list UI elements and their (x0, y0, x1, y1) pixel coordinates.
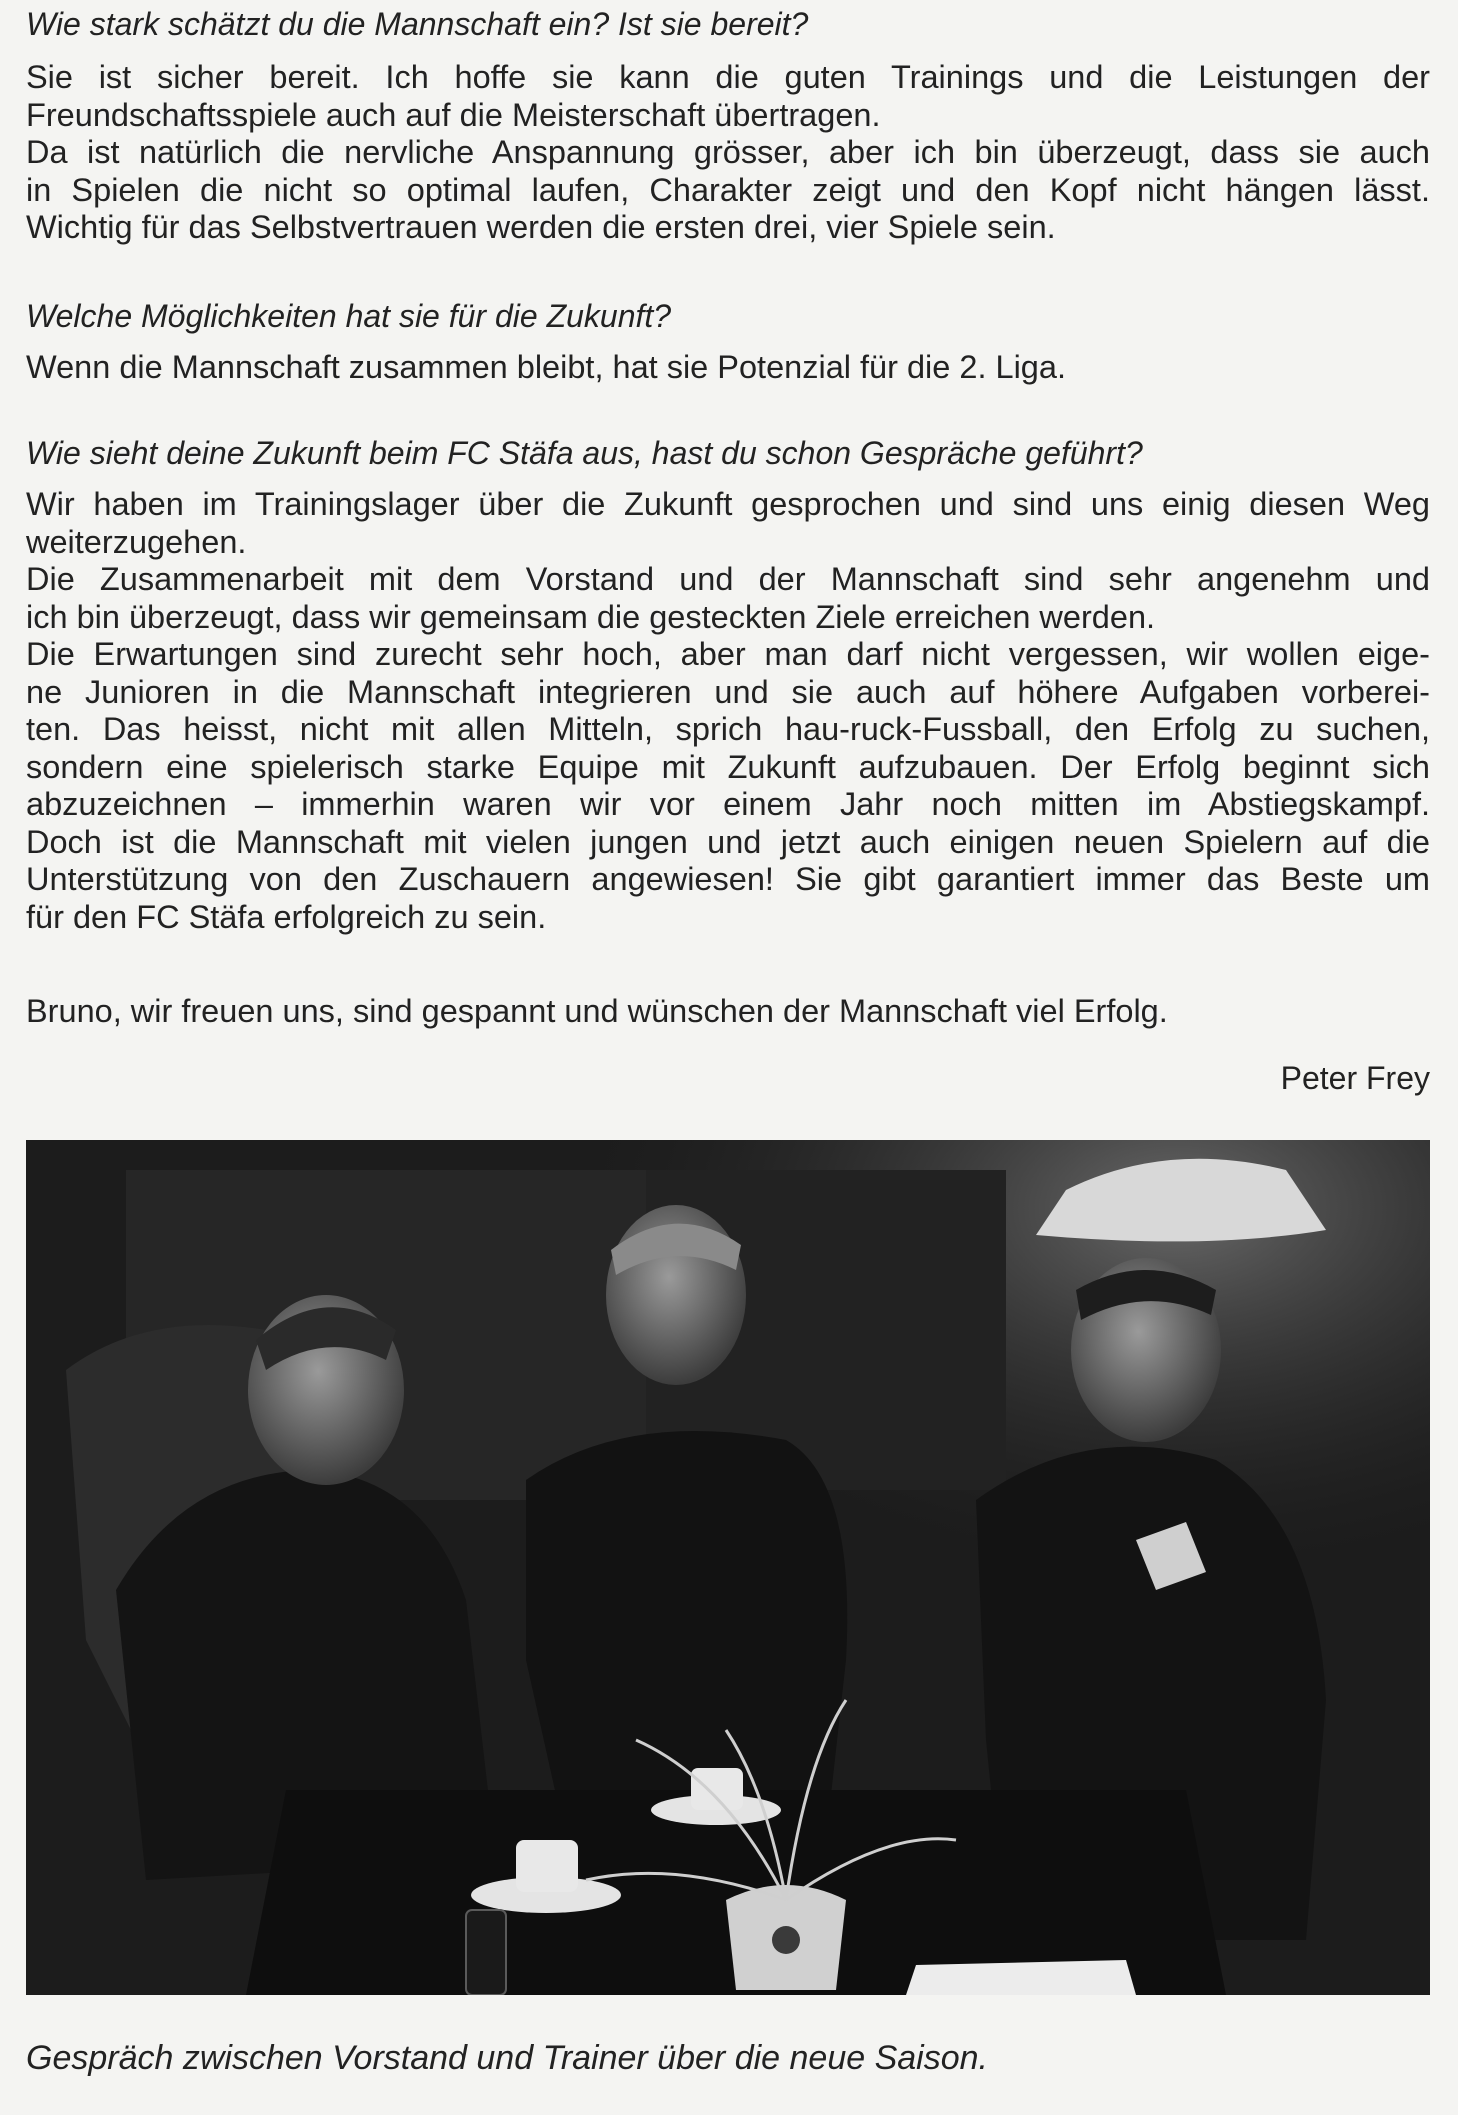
question-3: Wie sieht deine Zukunft beim FC Stäfa aus, hast du schon Gespräche geführt? (26, 435, 1143, 471)
person-center (526, 1431, 847, 1840)
photo-illustration (26, 1140, 1430, 1995)
answer-line: sondern eine spielerisch starke Equipe mit Zukunft aufzubauen. Der Erfolg beginnt sich (26, 748, 1430, 785)
answer-line: Wenn die Mannschaft zusammen bleibt, hat sie Potenzial für die 2. Liga. (26, 349, 1066, 385)
answer-line: Wir haben im Trainingslager über die Zukunft gesprochen und sind uns einig diesen Weg (26, 486, 1430, 522)
answer-1 (26, 59, 1430, 247)
question-2: Welche Möglichkeiten hat sie für die Zukunft? (26, 298, 672, 334)
question-1: Wie stark schätzt du die Mannschaft ein? Ist sie bereit? (26, 6, 809, 42)
answer-line: ich bin überzeugt, dass wir gemeinsam die gesteckten Ziele erreichen werden. (26, 598, 1156, 635)
answer-line: ne Junioren in die Mannschaft integrieren und sie auch auf höhere Aufgaben vorberei- (26, 673, 1430, 710)
answer-line: Wichtig für das Selbstvertrauen werden die ersten drei, vier Spiele sein. (26, 209, 1056, 245)
answer-line: abzuzeichnen – immerhin waren wir vor einem Jahr noch mitten im Abstiegskampf. (26, 786, 1430, 822)
answer-line: ten. Das heisst, nicht mit allen Mitteln, sprich hau-ruck-Fussball, den Erfolg zu suchen, (26, 711, 1430, 747)
team-photo (26, 1140, 1430, 1995)
article-page (26, 0, 1430, 2115)
answer-2 (26, 349, 1430, 387)
answer-line: für den FC Stäfa erfolgreich zu sein. (26, 898, 547, 935)
cup (516, 1840, 578, 1892)
answer-3 (26, 486, 1430, 936)
answer-line: Da ist natürlich die nervliche Anspannung grösser, aber ich bin überzeugt, dass sie auch (26, 134, 1430, 170)
answer-line: Doch ist die Mannschaft mit vielen jungen und jetzt auch einigen neuen Spielern auf die (26, 823, 1430, 860)
cup (691, 1768, 743, 1810)
photo-caption: Gespräch zwischen Vorstand und Trainer über die neue Saison. (26, 2039, 988, 2077)
answer-line: weiterzugehen. (26, 523, 247, 560)
answer-line: Die Zusammenarbeit mit dem Vorstand und der Mannschaft sind sehr angenehm und (26, 561, 1430, 597)
answer-line: Unterstützung von den Zuschauern angewiesen! Sie gibt garantiert immer das Beste um (26, 861, 1430, 897)
closing-line: Bruno, wir freuen uns, sind gespannt und wünschen der Mannschaft viel Erfolg. (26, 993, 1168, 1029)
answer-line: Freundschaftsspiele auch auf die Meisterschaft übertragen. (26, 96, 881, 133)
answer-line: Sie ist sicher bereit. Ich hoffe sie kann die guten Trainings und die Leistungen der (26, 59, 1430, 95)
signature: Peter Frey (1280, 1060, 1430, 1096)
answer-line: in Spielen die nicht so optimal laufen, Charakter zeigt und den Kopf nicht hängen lässt. (26, 171, 1430, 208)
answer-line: Die Erwartungen sind zurecht sehr hoch, aber man darf nicht vergessen, wir wollen eige- (26, 636, 1430, 672)
